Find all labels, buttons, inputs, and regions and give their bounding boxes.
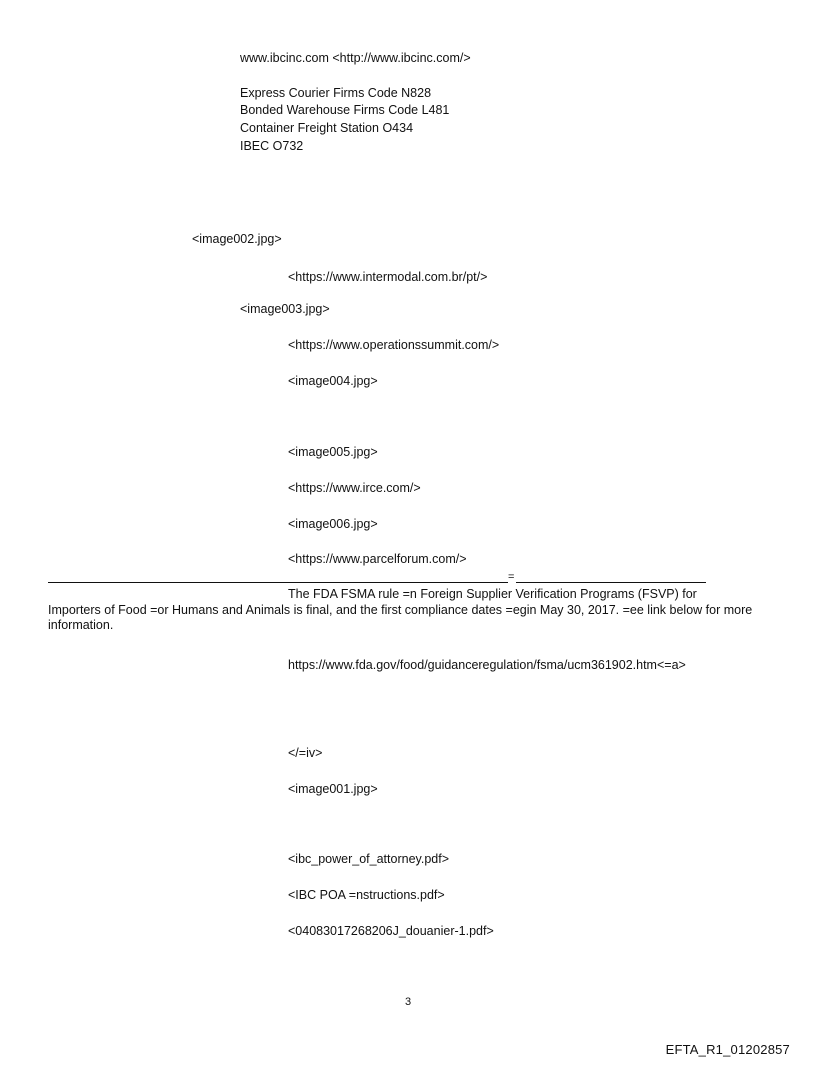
separator-equals: =	[508, 571, 515, 583]
firm-code-cfs: Container Freight Station O434	[240, 121, 414, 135]
attachment-image004: <image004.jpg>	[288, 374, 378, 388]
link-parcel-forum[interactable]: <https://www.parcelforum.com/>	[288, 552, 467, 566]
page-number: 3	[404, 996, 412, 1008]
firm-code-bonded: Bonded Warehouse Firms Code L481	[240, 103, 450, 117]
link-fda-fsma[interactable]: https://www.fda.gov/food/guidanceregulation/fsma/ucm361902.htm<=a>	[288, 658, 686, 672]
attachment-image006: <image006.jpg>	[288, 517, 378, 531]
fsvp-notice-continuation: Importers of Food =or Humans and Animals is final, and the first compliance dates =egin May 30, 2017. =ee link below for more information.	[48, 602, 753, 632]
attachment-poa-instructions[interactable]: <IBC POA =nstructions.pdf>	[288, 888, 445, 902]
fsvp-notice-first-line: The FDA FSMA rule =n Foreign Supplier Verification Programs (FSVP) for	[288, 587, 697, 601]
website-link[interactable]: www.ibcinc.com <http://www.ibcinc.com/>	[240, 51, 471, 65]
separator-rule-right	[516, 582, 706, 583]
link-intermodal[interactable]: <https://www.intermodal.com.br/pt/>	[288, 270, 488, 284]
attachment-image002: <image002.jpg>	[192, 232, 282, 246]
attachment-image001: <image001.jpg>	[288, 782, 378, 796]
separator-rule-left	[48, 582, 508, 583]
attachment-image005: <image005.jpg>	[288, 445, 378, 459]
attachment-image003: <image003.jpg>	[240, 302, 330, 316]
fsvp-notice	[48, 587, 760, 634]
link-irce[interactable]: <https://www.irce.com/>	[288, 481, 421, 495]
closing-div-tag: </=iv>	[288, 746, 323, 760]
document-id-footer: EFTA_R1_01202857	[665, 1042, 790, 1057]
firm-code-express: Express Courier Firms Code N828	[240, 86, 432, 100]
attachment-power-of-attorney[interactable]: <ibc_power_of_attorney.pdf>	[288, 852, 449, 866]
firm-code-ibec: IBEC O732	[240, 139, 304, 153]
attachment-douanier[interactable]: <04083017268206J_douanier-1.pdf>	[288, 924, 494, 938]
link-operations-summit[interactable]: <https://www.operationssummit.com/>	[288, 338, 500, 352]
